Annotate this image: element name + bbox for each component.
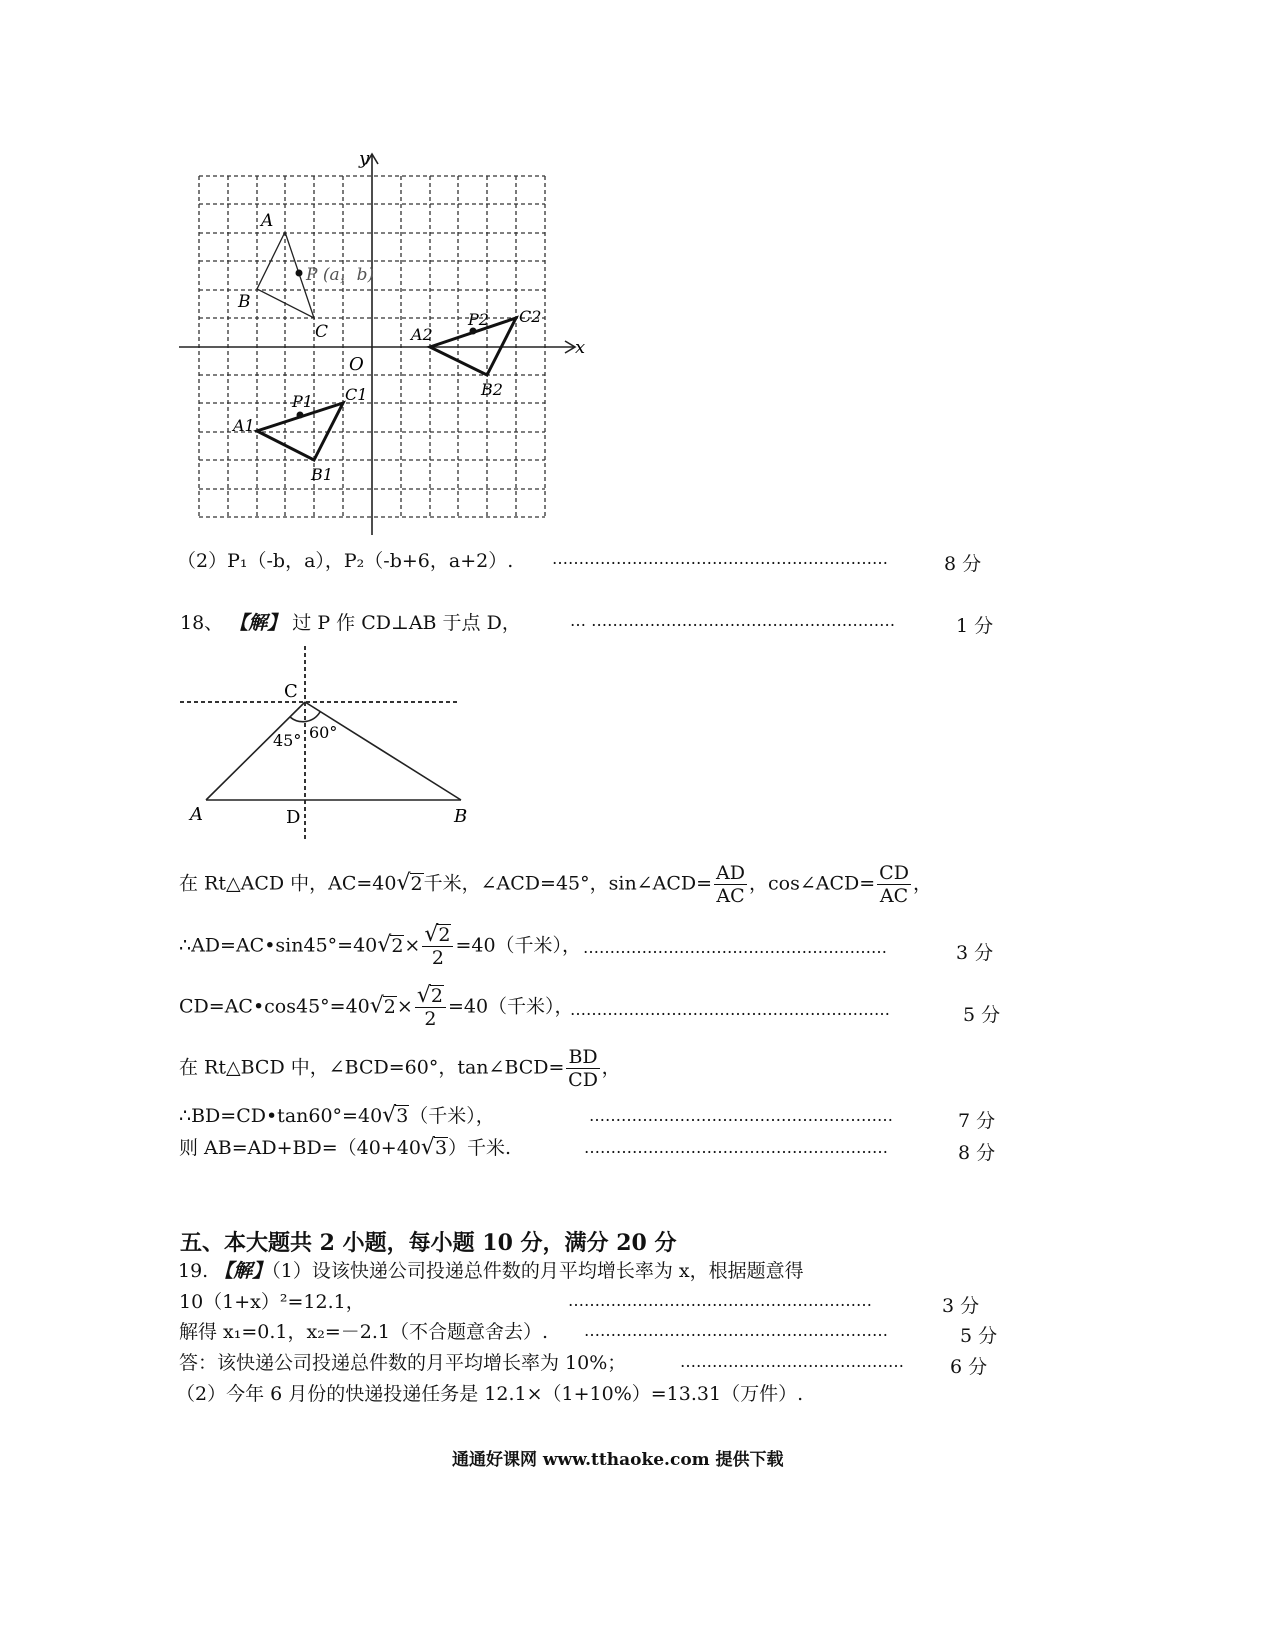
q18-line1-b: 千米，∠ACD=45°，sin∠ACD= <box>423 872 713 895</box>
frac-num <box>422 924 453 947</box>
label-p: P (a，b) <box>306 265 375 285</box>
q18-score-3: 3 分 <box>956 942 994 964</box>
x-axis-label: x <box>575 337 586 358</box>
q18-line1-d: ， <box>912 872 932 895</box>
label-b1: B1 <box>311 465 333 484</box>
point-p <box>296 270 303 277</box>
q18-line1-a: 在 Rt△ACD 中，AC=40 <box>179 872 397 895</box>
sqrt-symbol: √ <box>420 1135 435 1160</box>
frac-num: AD <box>716 862 745 884</box>
triangle-lines <box>206 702 461 800</box>
fraction-cd-ac <box>877 862 911 907</box>
q18-line5-b: （千米）， <box>409 1105 495 1127</box>
sqrt-symbol: √ <box>416 983 431 1008</box>
q18-score-1: 1 分 <box>956 615 994 637</box>
q18-line2-a: ∴AD=AC•sin45°=40 <box>179 934 378 957</box>
q17-dots: ……………………………………………………… <box>552 549 888 568</box>
q18-line1 <box>179 862 932 907</box>
label-c: C <box>315 322 329 342</box>
q18-dots-1: … ………………………………………………… <box>570 611 896 630</box>
q18-line3-b: × <box>396 995 413 1018</box>
sqrt-symbol: √ <box>424 922 439 947</box>
fraction-bd-cd <box>566 1046 599 1091</box>
q18-line5-sqrt: 3 <box>396 1105 409 1127</box>
q18-line2-b: × <box>404 934 421 957</box>
label-b2: B2 <box>481 380 503 399</box>
q18-line6-sqrt: 3 <box>434 1137 448 1159</box>
frac-den: AC <box>716 885 745 907</box>
q18-dots-5: …………………………………………………… <box>570 1000 890 1019</box>
q18-score-5: 5 分 <box>963 1004 1001 1026</box>
y-axis-label: y <box>359 150 370 169</box>
q17-score: 8 分 <box>944 553 982 575</box>
q18-line6 <box>179 1136 511 1160</box>
label-a: A <box>261 211 274 231</box>
section-5-title: 五、本大题共 2 小题，每小题 10 分，满分 20 分 <box>180 1230 677 1256</box>
frac-den: AC <box>879 885 909 907</box>
q18-score-8: 8 分 <box>958 1142 996 1164</box>
fraction-sqrt2-2 <box>422 924 453 969</box>
q19-dots-5: ………………………………………………… <box>584 1321 888 1340</box>
q18-line2-c: =40（千米）， <box>455 934 582 957</box>
sqrt-symbol: √ <box>382 1103 397 1128</box>
q19-line4: 答：该快递公司投递总件数的月平均增长率为 10%； <box>179 1352 627 1374</box>
q18-score-7: 7 分 <box>958 1110 996 1132</box>
q18-line3-c: =40（千米）， <box>447 995 574 1018</box>
q18-number: 18、 <box>180 612 224 634</box>
fig2-label-c: C <box>284 681 298 702</box>
footer-credit: 通通好课网 www.tthaoke.com 提供下载 <box>452 1450 784 1470</box>
fig2-angle-60: 60° <box>309 723 338 742</box>
origin-label: O <box>349 354 364 375</box>
q17-part2-text: （2）P₁（-b，a），P₂（-b+6，a+2）. <box>177 550 514 572</box>
label-c1: C1 <box>345 385 368 404</box>
q18-line3 <box>179 985 574 1030</box>
q18-jie: 【解】 <box>229 612 287 634</box>
q18-line2 <box>179 924 581 969</box>
label-a2: A2 <box>411 325 433 344</box>
q18-line3-sqrt: 2 <box>383 995 396 1018</box>
q18-line1-sqrt: 2 <box>410 872 423 895</box>
triangle-figure <box>178 640 478 840</box>
label-c2: C2 <box>519 307 542 326</box>
sqrt-symbol: √ <box>369 993 384 1019</box>
q18-line6-a: 则 AB=AD+BD=（40+40 <box>179 1137 421 1159</box>
q19-line2: 10（1+x）²=12.1， <box>179 1291 365 1313</box>
q19-line1 <box>178 1259 804 1283</box>
q17-part2 <box>177 549 513 573</box>
fraction-sqrt2-2 <box>415 985 446 1030</box>
label-a1: A1 <box>233 416 255 435</box>
q19-score-3: 3 分 <box>942 1295 980 1317</box>
dashed-lines <box>180 646 460 840</box>
q19-score-6: 6 分 <box>950 1356 988 1378</box>
q19-number: 19. <box>178 1260 209 1282</box>
q18-line6-b: ）千米. <box>448 1137 512 1159</box>
frac-num-sqrt: 2 <box>430 985 443 1007</box>
coordinate-grid-figure <box>175 150 595 545</box>
q18-line4-a: 在 Rt△BCD 中，∠BCD=60°，tan∠BCD= <box>179 1056 565 1079</box>
sqrt-symbol: √ <box>377 932 392 958</box>
q19-score-5: 5 分 <box>960 1325 998 1347</box>
frac-num-sqrt: 2 <box>438 924 451 946</box>
q19-jie: 【解】 <box>214 1260 272 1282</box>
frac-den: 2 <box>431 947 444 969</box>
fig2-label-a: A <box>190 804 203 825</box>
q18-line3-a: CD=AC•cos45°=40 <box>179 995 370 1018</box>
fig2-label-d: D <box>286 807 301 828</box>
q18-intro <box>180 611 521 635</box>
sqrt-symbol: √ <box>396 870 411 896</box>
q18-intro-text: 过 P 作 CD⊥AB 于点 D， <box>292 612 521 634</box>
label-b: B <box>238 292 251 312</box>
q18-dots-3: ………………………………………………… <box>583 938 887 957</box>
q18-line5 <box>179 1104 495 1128</box>
q19-dots-6: …………………………………… <box>680 1352 904 1371</box>
q19-line3: 解得 x₁=0.1，x₂=－2.1（不合题意舍去）. <box>179 1321 549 1343</box>
q18-dots-7: ………………………………………………… <box>589 1106 893 1125</box>
frac-num: BD <box>568 1046 598 1068</box>
frac-den: 2 <box>424 1008 437 1030</box>
q19-line1-text: （1）设该快递公司投递总件数的月平均增长率为 x，根据题意得 <box>271 1260 804 1282</box>
q18-line2-sqrt: 2 <box>391 934 404 957</box>
point-p1 <box>297 412 304 419</box>
q19-dots-3: ………………………………………………… <box>568 1291 872 1310</box>
q18-line5-a: ∴BD=CD•tan60°=40 <box>179 1105 383 1127</box>
label-p1: P1 <box>292 392 313 411</box>
frac-num <box>415 985 446 1008</box>
label-p2: P2 <box>468 310 489 329</box>
q18-line1-c: ，cos∠ACD= <box>748 872 876 895</box>
q18-dots-8: ………………………………………………… <box>584 1138 888 1157</box>
q18-line4 <box>179 1046 621 1091</box>
fraction-ad-ac <box>714 862 747 907</box>
q19-line5: （2）今年 6 月份的快递投递任务是 12.1×（1+10%）=13.31（万件）. <box>176 1383 804 1405</box>
fig2-label-b: B <box>454 806 468 827</box>
fig2-angle-45: 45° <box>273 731 302 750</box>
frac-num: CD <box>879 862 909 884</box>
q18-line4-b: ， <box>601 1056 621 1079</box>
frac-den: CD <box>568 1069 598 1091</box>
